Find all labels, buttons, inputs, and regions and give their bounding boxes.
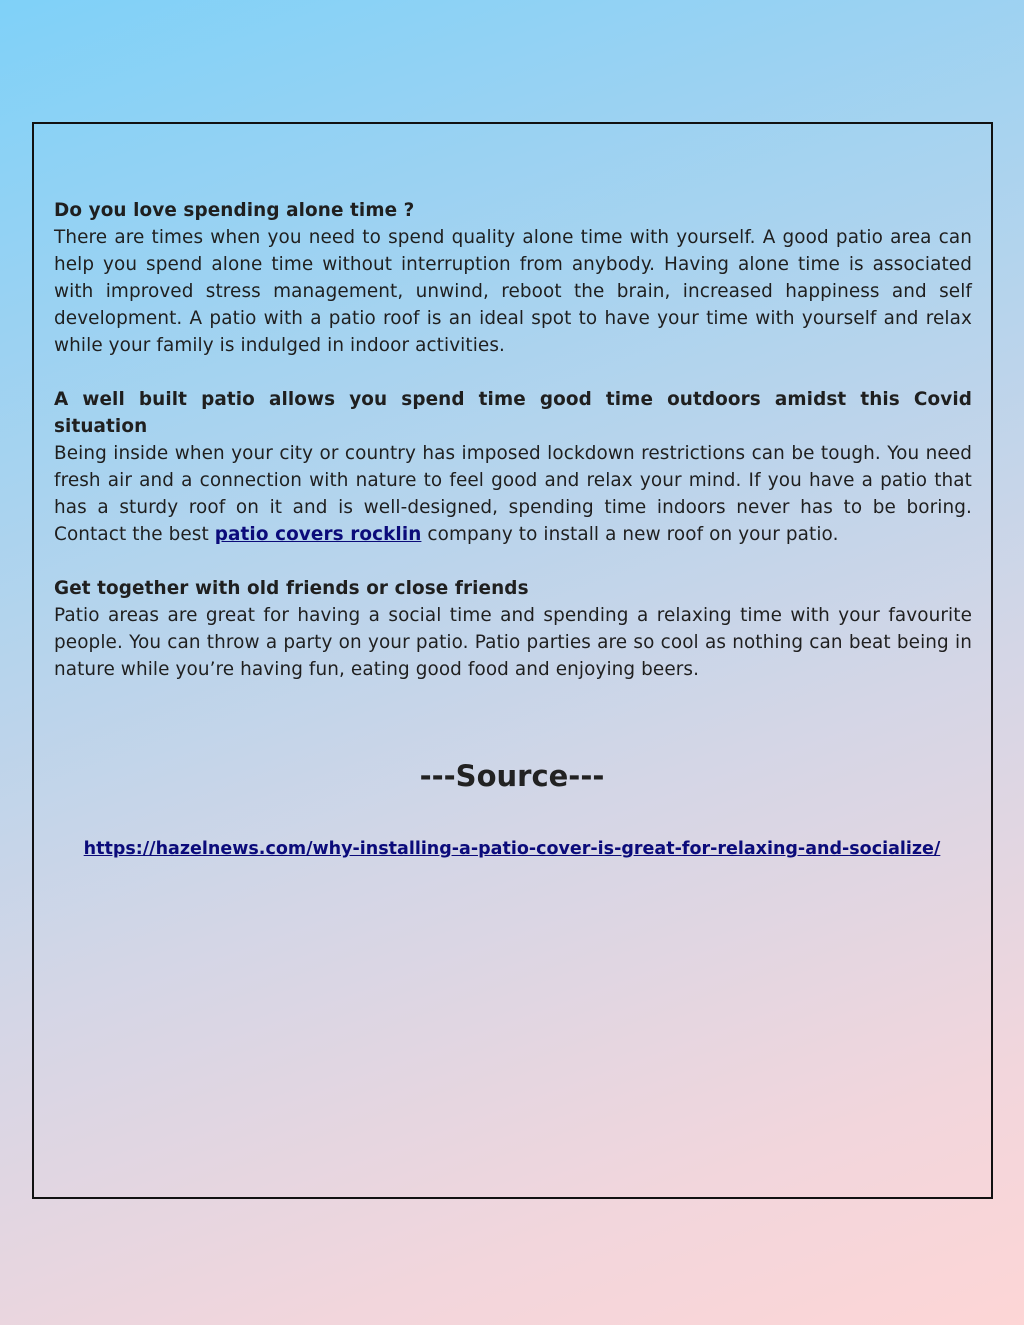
section-friends [54, 575, 972, 683]
section-paragraph: Patio areas are great for having a social time and spending a relaxing time with your favourite people. You can throw a party on your patio. Patio parties are so cool as nothing can beat being in nature while you’re having fun, eating good food and enjoying beers. [54, 605, 972, 680]
section-paragraph [54, 440, 972, 548]
patio-covers-link[interactable]: patio covers rocklin [214, 524, 422, 545]
section-alone-time [54, 197, 972, 359]
section-paragraph: There are times when you need to spend quality alone time with yourself. A good patio area can help you spend alone time without interruption from anybody. Having alone time is associated with improved stress management, unwind, reboot the brain, increased happiness and self development. A patio with a patio roof is an ideal spot to have your time with yourself and relax while your family is indulged in indoor activities. [54, 227, 972, 356]
section-heading: Get together with old friends or close friends [54, 578, 529, 599]
source-title: ---Source--- [419, 759, 605, 793]
paragraph-text: Being inside when your city or country has imposed lockdown restrictions can be tough. You need fresh air and a connection with nature to feel good and relax your mind. If you have a patio that has a sturdy roof on it and is well-designed, spending time indoors never has to be boring. Contact the best [54, 443, 972, 545]
section-heading: Do you love spending alone time ? [54, 200, 415, 221]
paragraph-text: company to install a new roof on your patio. [421, 524, 839, 545]
section-covid [54, 386, 972, 548]
article-body [54, 197, 972, 710]
source-url-link[interactable]: https://hazelnews.com/why-installing-a-patio-cover-is-great-for-relaxing-and-socialize/ [83, 839, 941, 859]
section-heading: A well built patio allows you spend time good time outdoors amidst this Covid situation [54, 389, 972, 437]
